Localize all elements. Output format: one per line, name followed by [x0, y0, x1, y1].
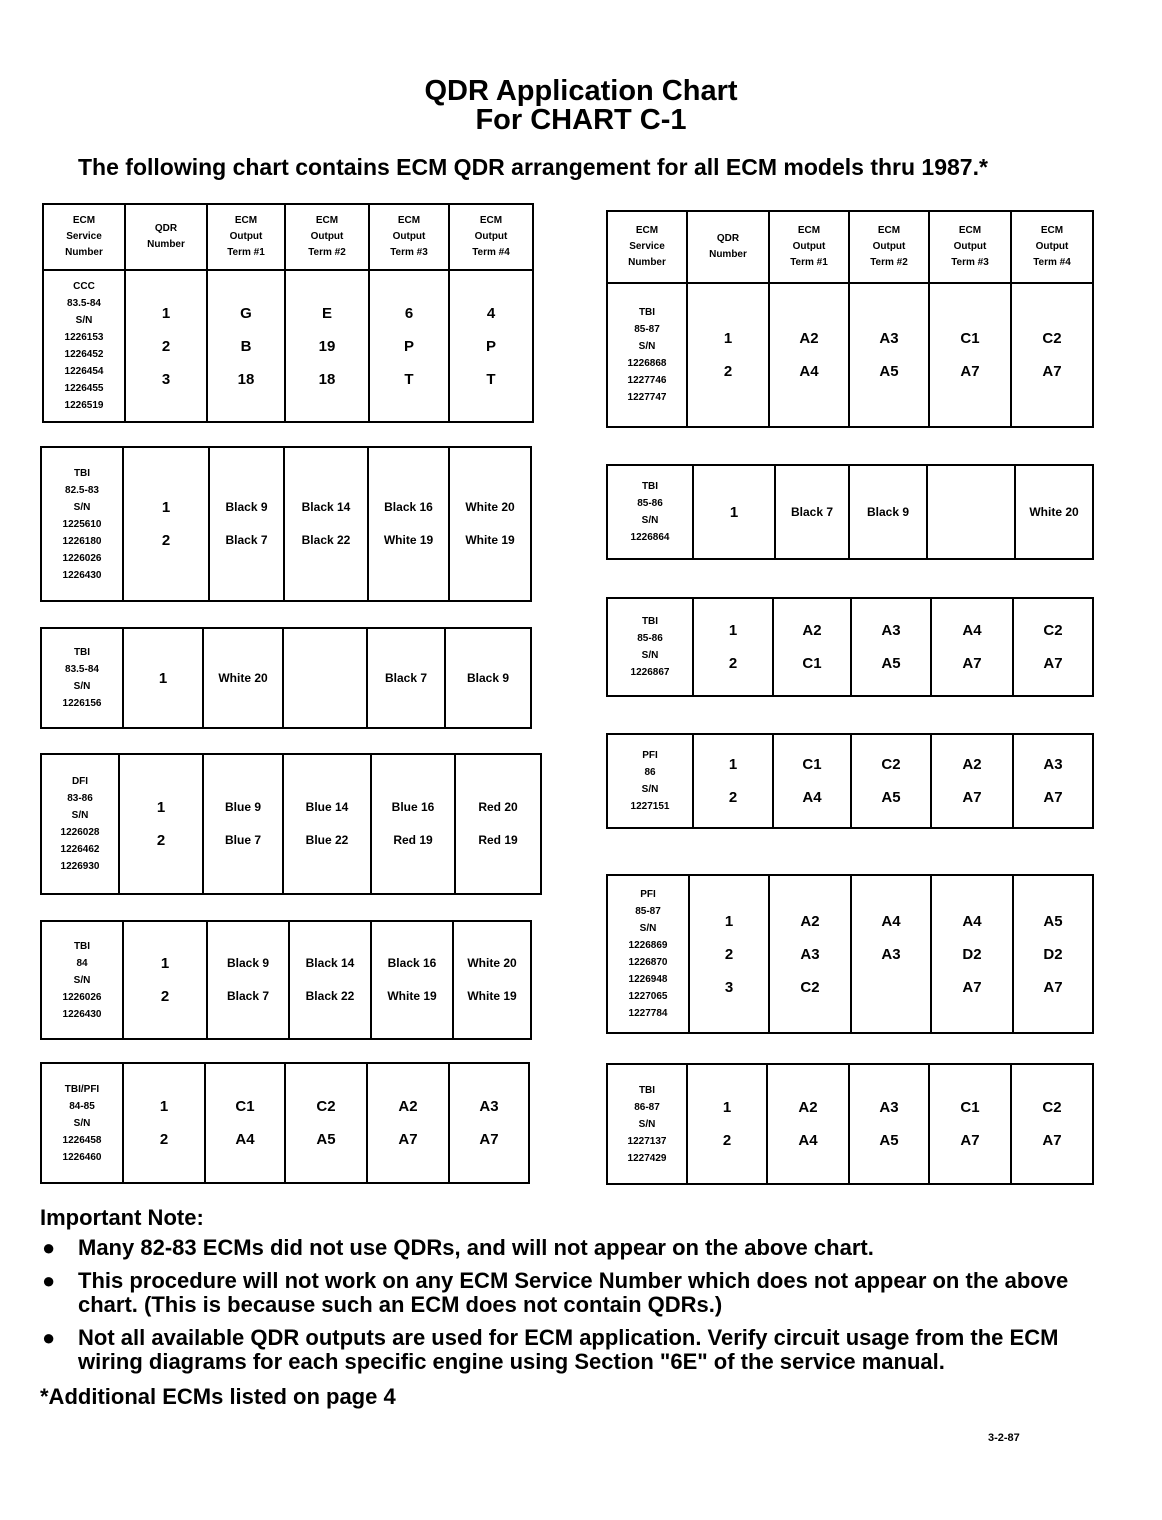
output-term-cell: C1 A4: [773, 734, 851, 828]
output-term-cell: Red 20 Red 19: [455, 754, 541, 894]
output-term-cell: Blue 9 Blue 7: [203, 754, 283, 894]
service-number-cell: PFI 86 S/N 1227151: [607, 734, 693, 828]
qdr-number-cell: 1: [693, 465, 775, 559]
output-term-cell: White 20: [1015, 465, 1093, 559]
bullet-icon: ●: [42, 1235, 56, 1260]
output-term-cell: A2 A7: [931, 734, 1013, 828]
table-row: [41, 921, 531, 1039]
output-term-cell: A4 A7: [931, 598, 1013, 696]
output-term-cell: A4 D2 A7: [931, 875, 1013, 1033]
note-item: ● Many 82-83 ECMs did not use QDRs, and will not appear on the above chart.: [42, 1235, 874, 1260]
important-note-block: [40, 1204, 1120, 1411]
column-header: ECM Output Term #2: [285, 204, 369, 270]
column-header: ECM Output Term #1: [207, 204, 285, 270]
column-header: QDR Number: [687, 211, 769, 283]
output-term-cell: A2 A4: [767, 1064, 849, 1184]
qdr-table: [40, 753, 542, 895]
output-term-cell: C2 A7: [1013, 598, 1093, 696]
table-row: [607, 283, 1093, 427]
table-row: [43, 270, 533, 422]
qdr-table: [42, 203, 534, 423]
output-term-cell: Black 16 White 19: [368, 447, 449, 601]
output-term-cell: E 19 18: [285, 270, 369, 422]
output-term-cell: C2 A5: [851, 734, 931, 828]
note-item: ● Not all available QDR outputs are used for ECM application. Verify circuit usage from the ECM wiring diagrams for each specific engine using Section "6E" of the service manual.: [42, 1325, 1059, 1374]
service-number-cell: TBI 85-87 S/N 1226868 1227746 1227747: [607, 283, 687, 427]
output-term-cell: Black 9 Black 7: [207, 921, 289, 1039]
output-term-cell: A2 A4: [769, 283, 849, 427]
qdr-table: [40, 446, 532, 602]
qdr-number-cell: 1 2: [693, 598, 773, 696]
qdr-table: [606, 1063, 1094, 1185]
output-term-cell: C1 A4: [205, 1063, 285, 1183]
notes-list: [40, 1236, 1120, 1374]
chart-subtitle-line: For CHART C-1: [475, 104, 687, 136]
output-term-cell: A3 A7: [449, 1063, 529, 1183]
intro-text: The following chart contains ECM QDR arrangement for all ECM models thru 1987.*: [78, 154, 988, 180]
column-header: ECM Output Term #1: [769, 211, 849, 283]
output-term-cell: Black 9: [849, 465, 927, 559]
output-term-cell: A3 A5: [849, 1064, 929, 1184]
output-term-cell: Black 14 Black 22: [284, 447, 368, 601]
output-term-cell: [927, 465, 1015, 559]
output-term-cell: C1 A7: [929, 1064, 1011, 1184]
output-term-cell: Black 16 White 19: [371, 921, 453, 1039]
output-term-cell: [283, 628, 367, 728]
table-row: [607, 875, 1093, 1033]
service-number-cell: TBI 84 S/N 1226026 1226430: [41, 921, 123, 1039]
table-row: [607, 465, 1093, 559]
service-number-cell: TBI 85-86 S/N 1226864: [607, 465, 693, 559]
service-number-cell: TBI/PFI 84-85 S/N 1226458 1226460: [41, 1063, 123, 1183]
output-term-cell: A4 A3: [851, 875, 931, 1033]
footnote: *Additional ECMs listed on page 4: [40, 1384, 396, 1409]
column-header: ECM Service Number: [43, 204, 125, 270]
qdr-table: [40, 920, 532, 1040]
output-term-cell: Blue 16 Red 19: [371, 754, 455, 894]
column-header: ECM Output Term #4: [449, 204, 533, 270]
note-item: ● This procedure will not work on any ECM Service Number which does not appear on the above chart. (This is because such an ECM does not contain QDRs.): [42, 1268, 1069, 1317]
column-header: ECM Output Term #3: [929, 211, 1011, 283]
output-term-cell: A3 A7: [1013, 734, 1093, 828]
output-term-cell: Black 7: [775, 465, 849, 559]
table-row: [41, 447, 531, 601]
qdr-number-cell: 1 2: [687, 1064, 767, 1184]
service-number-cell: TBI 82.5-83 S/N 1225610 1226180 1226026 1226430: [41, 447, 123, 601]
output-term-cell: Black 9: [445, 628, 531, 728]
qdr-table: [40, 627, 532, 729]
qdr-table: [606, 874, 1094, 1034]
qdr-table: [606, 733, 1094, 829]
output-term-cell: G B 18: [207, 270, 285, 422]
table-row: [607, 1064, 1093, 1184]
note-title: Important Note:: [40, 1205, 204, 1230]
output-term-cell: C1 A7: [929, 283, 1011, 427]
output-term-cell: Black 7: [367, 628, 445, 728]
output-term-cell: White 20: [203, 628, 283, 728]
column-header: QDR Number: [125, 204, 207, 270]
output-term-cell: White 20 White 19: [453, 921, 531, 1039]
output-term-cell: A3 A5: [851, 598, 931, 696]
output-term-cell: C2 A5: [285, 1063, 367, 1183]
table-row: [41, 628, 531, 728]
service-number-cell: CCC 83.5-84 S/N 1226153 1226452 1226454 1226455 1226519: [43, 270, 125, 422]
table-row: [41, 754, 541, 894]
qdr-number-cell: 1 2: [123, 921, 207, 1039]
bullet-icon: ●: [42, 1325, 56, 1350]
qdr-number-cell: 1 2: [687, 283, 769, 427]
output-term-cell: Black 14 Black 22: [289, 921, 371, 1039]
output-term-cell: Black 9 Black 7: [209, 447, 284, 601]
column-header: ECM Output Term #3: [369, 204, 449, 270]
bullet-icon: ●: [42, 1268, 56, 1293]
output-term-cell: A2 A3 C2: [769, 875, 851, 1033]
qdr-table: [40, 1062, 530, 1184]
qdr-number-cell: 1 2 3: [689, 875, 769, 1033]
qdr-table: [606, 597, 1094, 697]
column-header: ECM Service Number: [607, 211, 687, 283]
output-term-cell: C2 A7: [1011, 1064, 1093, 1184]
output-term-cell: 4 P T: [449, 270, 533, 422]
table-row: [607, 734, 1093, 828]
output-term-cell: White 20 White 19: [449, 447, 531, 601]
qdr-number-cell: 1 2: [119, 754, 203, 894]
output-term-cell: A5 D2 A7: [1013, 875, 1093, 1033]
table-row: [607, 598, 1093, 696]
service-number-cell: TBI 83.5-84 S/N 1226156: [41, 628, 123, 728]
output-term-cell: Blue 14 Blue 22: [283, 754, 371, 894]
output-term-cell: A3 A5: [849, 283, 929, 427]
output-term-cell: 6 P T: [369, 270, 449, 422]
service-number-cell: PFI 85-87 S/N 1226869 1226870 1226948 1227065 1227784: [607, 875, 689, 1033]
table-row: [41, 1063, 529, 1183]
service-number-cell: TBI 85-86 S/N 1226867: [607, 598, 693, 696]
qdr-number-cell: 1 2 3: [125, 270, 207, 422]
output-term-cell: A2 A7: [367, 1063, 449, 1183]
qdr-number-cell: 1 2: [693, 734, 773, 828]
qdr-table: [606, 210, 1094, 428]
chart-title: QDR Application Chart: [424, 75, 738, 107]
output-term-cell: A2 C1: [773, 598, 851, 696]
qdr-table: [606, 464, 1094, 560]
column-header: ECM Output Term #2: [849, 211, 929, 283]
qdr-number-cell: 1 2: [123, 447, 209, 601]
service-number-cell: TBI 86-87 S/N 1227137 1227429: [607, 1064, 687, 1184]
qdr-number-cell: 1: [123, 628, 203, 728]
service-number-cell: DFI 83-86 S/N 1226028 1226462 1226930: [41, 754, 119, 894]
page-number: 3-2-87: [988, 1432, 1020, 1444]
output-term-cell: C2 A7: [1011, 283, 1093, 427]
qdr-number-cell: 1 2: [123, 1063, 205, 1183]
column-header: ECM Output Term #4: [1011, 211, 1093, 283]
